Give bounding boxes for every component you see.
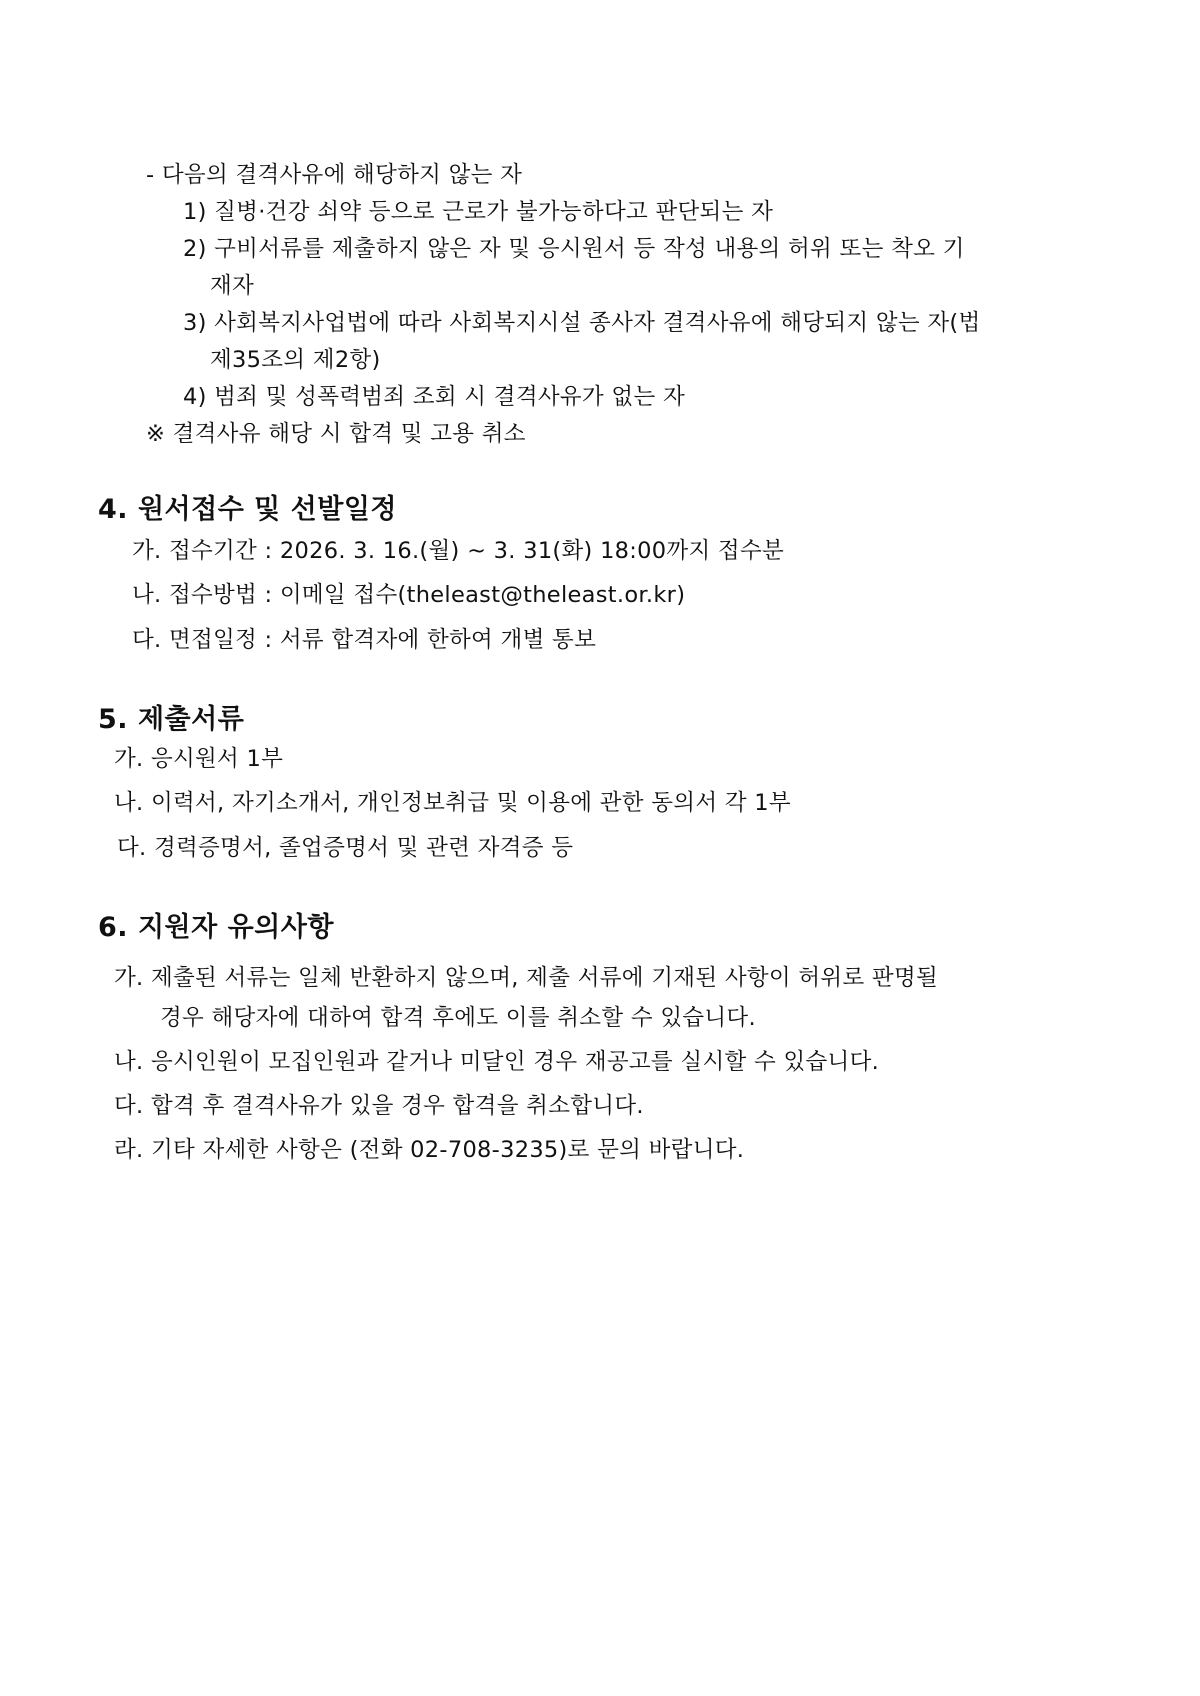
- disqualification-item-4: 4) 범죄 및 성폭력범죄 조회 시 결격사유가 없는 자: [183, 384, 685, 410]
- disqualification-note: ※ 결격사유 해당 시 합격 및 고용 취소: [146, 421, 526, 447]
- section-4-item-3: 다. 면접일정 : 서류 합격자에 한하여 개별 통보: [132, 627, 597, 653]
- section-6-item-4: 라. 기타 자세한 사항은 (전화 02-708-3235)로 문의 바랍니다.: [114, 1137, 745, 1163]
- section-5-item-1: 가. 응시원서 1부: [114, 746, 284, 772]
- section-6-item-1-cont: 경우 해당자에 대하여 합격 후에도 이를 취소할 수 있습니다.: [160, 1005, 756, 1031]
- section-5-item-3: 다. 경력증명서, 졸업증명서 및 관련 자격증 등: [117, 835, 574, 861]
- disqualification-item-3-cont: 제35조의 제2항): [210, 347, 381, 373]
- disqualification-item-2-cont: 재자: [210, 273, 255, 299]
- section-5-item-2: 나. 이력서, 자기소개서, 개인정보취급 및 이용에 관한 동의서 각 1부: [114, 790, 791, 816]
- disqualification-item-3: 3) 사회복지사업법에 따라 사회복지시설 종사자 결격사유에 해당되지 않는 자(법: [183, 310, 981, 336]
- section-5-title: 5. 제출서류: [98, 704, 245, 735]
- disqualification-item-2: 2) 구비서류를 제출하지 않은 자 및 응시원서 등 작성 내용의 허위 또는 착오 기: [183, 236, 965, 262]
- section-4-title: 4. 원서접수 및 선발일정: [98, 494, 397, 525]
- section-4-item-1: 가. 접수기간 : 2026. 3. 16.(월) ~ 3. 31(화) 18:00까지 접수분: [132, 538, 785, 564]
- section-6-title: 6. 지원자 유의사항: [98, 912, 334, 943]
- disqualification-bullet: - 다음의 결격사유에 해당하지 않는 자: [146, 162, 523, 188]
- section-6-item-1: 가. 제출된 서류는 일체 반환하지 않으며, 제출 서류에 기재된 사항이 허위로 판명될: [114, 965, 939, 991]
- section-4-item-2: 나. 접수방법 : 이메일 접수(theleast@theleast.or.kr): [132, 582, 686, 608]
- disqualification-item-1: 1) 질병·건강 쇠약 등으로 근로가 불가능하다고 판단되는 자: [183, 199, 774, 225]
- section-6-item-3: 다. 합격 후 결격사유가 있을 경우 합격을 취소합니다.: [114, 1093, 644, 1119]
- section-6-item-2: 나. 응시인원이 모집인원과 같거나 미달인 경우 재공고를 실시할 수 있습니다.: [114, 1049, 880, 1075]
